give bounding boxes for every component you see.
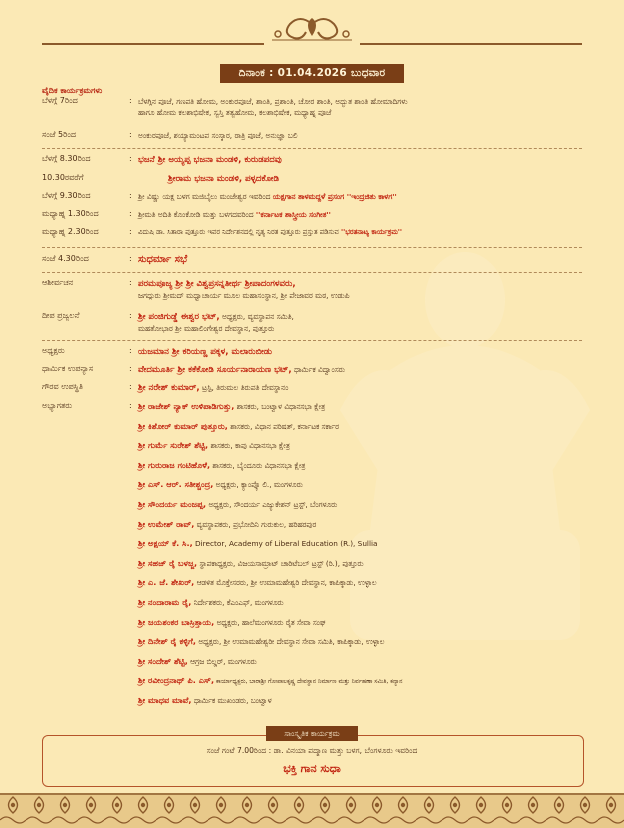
time-label: ಬೆಳಗ್ಗೆ 7ರಿಂದ xyxy=(42,96,78,105)
colon: : xyxy=(129,96,132,105)
guest-row xyxy=(138,479,598,490)
colon: : xyxy=(129,227,132,236)
decorative-border xyxy=(0,793,624,828)
guest-name: ಶ್ರೀ ದಿನೇಶ್ ರೈ ಕಳ್ಳಿಗೆ, xyxy=(138,636,196,647)
colon: : xyxy=(129,364,132,373)
role-person: ಶ್ರೀ ಪಂಜಿಗುಡ್ಡೆ ಈಶ್ವರ ಭಟ್, xyxy=(138,312,220,322)
guest-name: ಶ್ರೀ ಗುರುರಾಜ ಗಂಟಿಹೊಳೆ, xyxy=(138,459,211,470)
guest-row xyxy=(138,519,598,530)
guest-desc: ಕಾರ್ಯಾಧ್ಯಕ್ಷರು, ಬಾರಾಶ್ರೀ ಗೋಪಾಲಕೃಷ್ಣ ದೇವಸ್ಥಾನ ನಿರ್ಮಾಣ ಮತ್ತು ನಿರ್ವಹಣಾ ಸಮಿತಿ, ಕನ್ಯಾನ xyxy=(214,678,403,686)
colon: : xyxy=(129,278,132,287)
guest-desc: ಧಾರ್ಮಿಕ ಮುಖಂಡರು, ಬಂಟ್ವಾಳ xyxy=(191,696,272,705)
role-detail: ಮಹತೋಭಾರ ಶ್ರೀ ಮಹಾಲಿಂಗೇಶ್ವರ ದೇವಸ್ಥಾನ, ಪುತ್ತೂರು xyxy=(138,324,275,333)
guest-row xyxy=(138,597,598,608)
guest-row xyxy=(138,636,598,647)
role-person: ಪರಮಪೂಜ್ಯ ಶ್ರೀ ಶ್ರೀ ವಿಶ್ವಪ್ರಸನ್ನತೀರ್ಥ ಶ್ರೀಪಾದಂಗಳವರು, xyxy=(138,279,296,289)
cultural-detail: ಸಂಜೆ ಗಂಟೆ 7.00ರಿಂದ : ಡಾ. ವಿನಯಾ ಪದ್ಮಾಣ ಮತ್ತು ಬಳಗ, ಬೆಂಗಳೂರು ಇವರಿಂದ xyxy=(206,746,418,755)
guest-row xyxy=(138,558,598,569)
colon: : xyxy=(129,154,132,163)
program-title: ''ಭರತನಾಟ್ಯ ಕಾರ್ಯಕ್ರಮ'' xyxy=(341,228,402,236)
divider xyxy=(42,247,582,248)
time-label: ಬೆಳಗ್ಗೆ 8.30ರಿಂದ xyxy=(42,154,91,163)
guest-desc: ನಿರ್ದೇಶಕರು, ಕೆಎಂಎಫ್, ಮಂಗಳೂರು xyxy=(191,598,284,607)
guest-row xyxy=(138,577,598,588)
guest-name: ಶ್ರೀ ಸೌಂದರ್ಯ ಮಂಜಪ್ಪ, xyxy=(138,499,207,509)
guest-row xyxy=(138,499,598,510)
program-text: ಶ್ರೀ ವಿಷ್ಣು ಯಕ್ಷ ಬಳಗ ಮಜಿಬೈಲು ಮಂಜೇಶ್ವರ ಇವರಿಂದ xyxy=(138,192,273,201)
guest-desc: ಶಾಸಕರು, ಬೈಂದೂರು ವಿಧಾನಸಭಾ ಕ್ಷೇತ್ರ xyxy=(210,460,306,470)
guest-name: ಶ್ರೀ ಉಮೇಶ್ ರಾವ್, xyxy=(138,518,195,529)
role-label: ಗೌರವ ಉಪಸ್ಥಿತಿ xyxy=(42,382,84,391)
guest-desc: ಅಧ್ಯಕ್ಷರು, ಕ್ಯಾಂಪ್ಕೊ ಲಿ., ಮಂಗಳೂರು xyxy=(213,480,303,490)
colon: : xyxy=(129,209,132,218)
guest-row xyxy=(138,538,598,549)
vaidika-heading: ವೈದಿಕ ಕಾರ್ಯಕ್ರಮಗಳು xyxy=(42,86,103,95)
divider xyxy=(42,148,582,149)
time-label: 10.30ರವರೆಗೆ xyxy=(42,173,84,182)
guest-desc: ಶಾಸಕರು, ಕಾಪು ವಿಧಾನಸಭಾ ಕ್ಷೇತ್ರ xyxy=(208,441,290,451)
cultural-program: ಭಕ್ತಿ ಗಾನ ಸುಧಾ xyxy=(283,762,341,775)
guest-name: ಶ್ರೀ ಸಂದೇಶ್ ಶೆಟ್ಟಿ, xyxy=(138,655,188,666)
guest-name: ಶ್ರೀ ಕಿಶೋರ್ ಕುಮಾರ್ ಪುತ್ತೂರು, xyxy=(138,420,228,431)
program-title: ಶ್ರೀರಾಮ ಭಜನಾ ಮಂಡಳಿ, ಪಳ್ಳದಕೋಡಿ xyxy=(168,174,280,184)
guest-row xyxy=(138,460,598,471)
role-label: ಆಶೀರ್ವಚನ xyxy=(42,278,74,287)
role-detail: ಜಗದ್ಗುರು ಶ್ರೀಮದ್ ಮಧ್ವಾಚಾರ್ಯ ಮೂಲ ಮಹಾಸಂಸ್ಥಾನ, ಶ್ರೀ ಪೇಜಾವರ ಮಠ, ಉಡುಪಿ xyxy=(138,291,350,300)
date-badge: ದಿನಾಂಕ : 01.04.2026 ಬುಧವಾರ xyxy=(220,64,404,83)
guest-name: ಶ್ರೀ ಅಕ್ಷಯ್ ಕೆ. ಸಿ., xyxy=(138,538,193,549)
guest-desc: Director, Academy of Liberal Education (R.), Sullia xyxy=(192,539,378,549)
guest-name: ಶ್ರೀ ಎ. ಜೆ. ಶೇಖರ್, xyxy=(138,577,195,588)
role-person: ಯಜಮಾನ ಶ್ರೀ ಕರಿಯಣ್ಣ ಪಕ್ಕಳ, ಮಲಾರುಬೀಡು xyxy=(138,347,273,357)
guest-row xyxy=(138,617,598,628)
guest-desc: ಶಾಸಕರು, ಬಂಟ್ವಾಳ ವಿಧಾನಸಭಾ ಕ್ಷೇತ್ರ xyxy=(234,402,326,411)
guest-desc: ಆಡಳಿತ ಮೊಕ್ತೇಸರರು, ಶ್ರೀ ಉಮಾಮಹೇಶ್ವರಿ ದೇವಸ್ಥಾನ, ಕಾಪಿಕ್ಕಾಡು, ಉಳ್ಳಾಲ xyxy=(194,578,377,588)
program-title: ಯಕ್ಷಗಾನ ತಾಳಮದ್ದಳೆ ಪ್ರಸಂಗ ''ಇಂದ್ರಜಿತು ಕಾಳಗ'' xyxy=(272,192,397,201)
role-detail: ಧಾರ್ಮಿಕ ವಿದ್ವಾಂಸರು xyxy=(291,365,345,374)
colon: : xyxy=(129,346,132,355)
divider xyxy=(42,340,582,341)
colon: : xyxy=(129,382,132,391)
role-label: ಧಾರ್ಮಿಕ ಉಪನ್ಯಾಸ xyxy=(42,364,94,373)
schedule-text: ಅಂಕುರಪೂಜೆ, ಶಯ್ಯಾಮಂಟಪ ಸಂಸ್ಕಾರ, ರಾತ್ರಿ ಪೂಜೆ, ಅನುಜ್ಞಾ ಬಲಿ xyxy=(138,131,298,140)
colon: : xyxy=(129,311,132,320)
guest-name: ಶ್ರೀ ಜಯಶಂಕರ ಬಾಸ್ರಿತ್ತಾಯ, xyxy=(138,616,215,627)
guest-name: ಶ್ರೀ ಗುರ್ಮೆ ಸುರೇಶ್ ಶೆಟ್ಟಿ, xyxy=(138,440,209,451)
guest-row xyxy=(138,675,598,686)
time-label: ಮಧ್ಯಾಹ್ನ 1.30ರಿಂದ xyxy=(42,209,99,218)
header-rule-left xyxy=(42,43,264,45)
colon: : xyxy=(129,401,132,410)
guest-desc: ಆಗ್ರಜ ಬಿಲ್ಡರ್, ಮಂಗಳೂರು xyxy=(187,656,257,666)
guest-name: ಶ್ರೀ ಸಹಜ್ ರೈ ಬಳಜ್ಜ, xyxy=(138,557,198,568)
guest-name: ಶ್ರೀ ಎಸ್. ಆರ್. ಸತೀಶ್ಚಂದ್ರ, xyxy=(138,479,214,490)
guest-desc: ಶಾಸಕರು, ವಿಧಾನ ಪರಿಷತ್, ಕರ್ನಾಟಕ ಸರ್ಕಾರ xyxy=(227,421,339,431)
guest-row xyxy=(138,695,598,706)
role-label: ದೀಪ ಪ್ರಜ್ವಲನೆ xyxy=(42,311,80,320)
guest-row xyxy=(138,656,598,667)
header-rule-right xyxy=(360,43,582,45)
colon: : xyxy=(129,130,132,139)
guest-desc: ಅಧ್ಯಕ್ಷರು, ಸೌಂದರ್ಯ ಎಜ್ಯುಕೇಶನ್ ಟ್ರಸ್ಟ್, ಬೆಂಗಳೂರು xyxy=(206,500,338,509)
program-text: ವಿದುಷಿ ಡಾ. ಸಿತಾರಾ ಪುತ್ತೂರು ಇವರ ನಿರ್ದೇಶನದಲ್ಲಿ ನೃತ್ಯ ನಿರತ ಪುತ್ತೂರು ಪ್ರಸ್ತುತ ಪಡಿಸುವ xyxy=(138,228,341,236)
guest-name: ಶ್ರೀ ರವೀಂದ್ರನಾಥ್ ಪಿ. ಎಸ್, xyxy=(138,675,215,686)
role-person: ವೇದಮೂರ್ತಿ ಶ್ರೀ ಕಕೆಕೋಡಿ ಸೂರ್ಯನಾರಾಯಣ ಭಟ್, xyxy=(138,365,292,375)
guest-row xyxy=(138,421,598,432)
guest-row xyxy=(138,401,598,412)
time-label: ಸಂಜೆ 5ರಿಂದ xyxy=(42,130,77,139)
time-label: ಮಧ್ಯಾಹ್ನ 2.30ರಿಂದ xyxy=(42,227,99,236)
schedule-line: ಹಾಗೂ ಹೋಮ ಕಲಶಾಭಿಷೇಕ, ಸ್ವಸ್ತಿ ತತ್ವಹೋಮ, ಕಲಶಾಭಿಷೇಕ, ಮಧ್ಯಾಹ್ನ ಪೂಜೆ xyxy=(138,108,332,117)
cultural-title: ಸಾಂಸ್ಕೃತಿಕ ಕಾರ್ಯಕ್ರಮ xyxy=(266,726,358,741)
guest-desc: ಅಧ್ಯಕ್ಷರು, ಹಾಲೆಮಂಗಳೂರು ರೈತ ಸೇವಾ ಸಂಘ xyxy=(214,617,326,627)
schedule-line: ಬೆಳಗ್ಗಿನ ಪೂಜೆ, ಗಣಪತಿ ಹೋಮ, ಅಂಕುರಪೂಜೆ, ಶಾಂತಿ, ಪ್ರಶಾಂತಿ, ಚೋರ ಶಾಂತಿ, ಅದ್ಭುತ ಶಾಂತಿ ಹೋಮಾದಿಗಳು xyxy=(138,97,408,106)
sabha-title: ಸುಧರ್ಮಾ ಸಭೆ xyxy=(138,254,188,265)
guest-name: ಶ್ರೀ ಮಾಧವ ಮಾವೆ, xyxy=(138,695,192,705)
guest-row xyxy=(138,440,598,451)
guest-desc: ಅಧ್ಯಕ್ಷರು, ಶ್ರೀ ಉಮಾಮಹೇಶ್ವರೀ ದೇವಸ್ಥಾನ ಸೇವಾ ಸಮಿತಿ, ಕಾಪಿಕ್ಕಾಡು, ಉಳ್ಳಾಲ xyxy=(196,637,385,647)
colon: : xyxy=(129,191,132,200)
guest-name: ಶ್ರೀ ರಾಜೇಶ್ ನ್ಯಾಕ್ ಉಳಿಪಾಡಿಗುತ್ತು, xyxy=(138,401,235,411)
schedule-text xyxy=(138,96,588,118)
colon: : xyxy=(129,254,132,263)
time-label: ಸಂಜೆ 4.30ರಿಂದ xyxy=(42,254,89,263)
program-title: ''ಕರ್ನಾಟಕ ಶಾಸ್ತ್ರೀಯ ಸಂಗೀತ'' xyxy=(255,210,331,219)
role-detail: ಟ್ರಸ್ಟಿ, ತಿರುಮಲ ತಿರುಪತಿ ದೇವಸ್ಥಾನಂ xyxy=(199,383,289,392)
time-label: ಬೆಳಗ್ಗೆ 9.30ರಿಂದ xyxy=(42,191,91,200)
role-person: ಶ್ರೀ ನರೇಶ್ ಕುಮಾರ್, xyxy=(138,383,200,393)
program-text: ಶ್ರೀಮತಿ ಅದಿತಿ ಕೊಂಕೋಡಿ ಮತ್ತು ಬಳಗದವರಿಂದ xyxy=(138,210,256,219)
role-detail: ಅಧ್ಯಕ್ಷರು, ವ್ಯವಸ್ಥಾಪನ ಸಮಿತಿ, xyxy=(219,312,294,321)
program-title: ಭಜನೆ ಶ್ರೀ ಅಯ್ಯಪ್ಪ ಭಜನಾ ಮಂಡಳಿ, ಕುರುಡಪದವು xyxy=(138,155,282,165)
role-label: ಅಧ್ಯಕ್ಷರು xyxy=(42,346,65,355)
guest-name: ಶ್ರೀ ನಂದಾರಾಮ ರೈ, xyxy=(138,597,192,607)
top-ornament-icon xyxy=(270,14,354,46)
guests-label: ಅಭ್ಯಾಗತರು xyxy=(42,401,73,410)
cultural-box xyxy=(42,735,584,787)
guest-desc: ವ್ಯವಸ್ಥಾಪಕರು, ಪ್ರಭೋದಿನಿ ಗುರುಕುಲ, ಹರಿಹರಪುರ xyxy=(194,519,317,529)
guest-desc: ಸ್ಥಾಪಕಾಧ್ಯಕ್ಷರು, ವಿಜಯಸಾಮ್ರಾಟ್ ಚಾರಿಟೆಬಲ್ ಟ್ರಸ್ಟ್ (ರಿ.), ಪುತ್ತೂರು xyxy=(197,558,364,568)
divider xyxy=(42,272,582,273)
